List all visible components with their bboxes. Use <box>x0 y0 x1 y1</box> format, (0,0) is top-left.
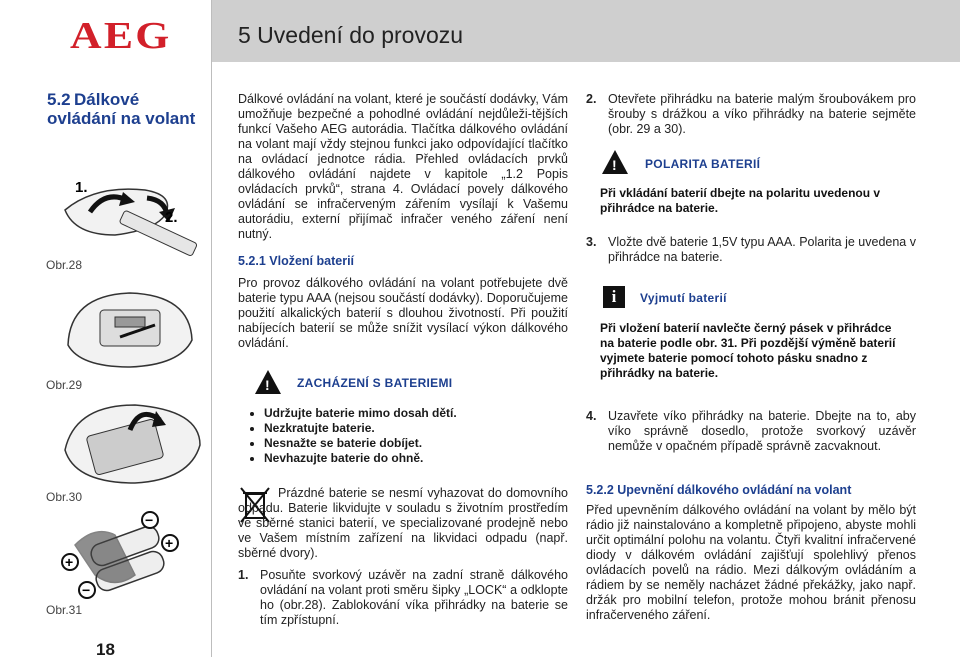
list-item: • Udržujte baterie mimo dosah dětí. <box>264 406 574 421</box>
polarity-text: Při vkládání baterií dbejte na polaritu uvedenou v přihrádce na baterie. <box>600 186 881 215</box>
disposal-text: Prázdné baterie se nesmí vyhazovat do domovního odpadu. Baterie likvidujte v souladu s životním prostředím ve sběrné stanici baterií, ve specializované prodejně nebo ve Vašem místním zařízení na likvidaci odpadu (např. sběrné dvory). <box>238 486 568 560</box>
figure-step-2-label: 2. <box>165 209 178 226</box>
figure-30-label: Obr.30 <box>46 490 83 504</box>
list-item: • Nesnažte se baterie dobíjet. <box>264 436 574 451</box>
page-number: 18 <box>96 640 115 659</box>
figure-31 <box>55 505 205 610</box>
step-1-text: Posuňte svorkový uzávěr na zadní straně dálkového ovládání na volant proti směru šipky „LOCK“ a odklopte ho (obr.28). Zablokování víka přihrádky na baterie se tím zpřístupní. <box>260 568 568 627</box>
figure-30 <box>60 395 205 490</box>
section-number: 5.2 <box>47 90 71 109</box>
step-4-text: Uzavřete víko přihrádky na baterie. Dbejte na to, aby víko správně dosedlo, protože svorkový uzávěr nemůže v opačném případě správně zacvaknout. <box>608 409 916 453</box>
figure-28-label: Obr.28 <box>46 258 83 272</box>
subsection-5-2-1-title: 5.2.1 Vložení baterií <box>238 254 355 268</box>
section-heading <box>47 90 197 128</box>
plus-label-2: + <box>165 535 174 551</box>
step-2-number: 2. <box>586 92 597 106</box>
step-2-text: Otevřete přihrádku na baterie malým šroubovákem pro šrouby s drážkou a víko přihrádky na baterie sejměte (obr. 29 a 30). <box>608 92 916 136</box>
info-icon: i <box>603 286 625 308</box>
polarity-warning-icon <box>602 150 628 174</box>
column-divider <box>211 0 212 657</box>
step-2 <box>586 92 916 137</box>
section-title: Dálkové ovládání na volant <box>47 90 196 128</box>
subsection-5-2-1-text: Pro provoz dálkového ovládání na volant potřebujete dvě baterie typu AAA (nejsou součástí dodávky). Doporučujeme použití alkalických baterií s dlouhou životností. Při použití nabíjecích baterií se může snížit vysílací výkon dálkového ovládání. <box>238 276 568 350</box>
step-1 <box>238 568 568 628</box>
subsection-5-2-2-title: 5.2.2 Upevnění dálkového ovládání na volant <box>586 483 852 497</box>
warning-title: ZACHÁZENÍ S BATERIEMI <box>297 376 453 390</box>
step-4-number: 4. <box>586 409 597 423</box>
battery-warning-list <box>250 406 574 466</box>
figure-28 <box>55 170 205 260</box>
minus-label-2: − <box>145 512 154 528</box>
chapter-title: 5 Uvedení do provozu <box>238 22 464 48</box>
step-3-text: Vložte dvě baterie 1,5V typu AAA. Polarita je uvedena v přihrádce na baterie. <box>608 235 916 264</box>
polarity-title: POLARITA BATERIÍ <box>645 157 761 171</box>
intro-paragraph: Dálkové ovládání na volant, které je součástí dodávky, Vám umožňuje bezpečné a pohodlné ovládání nejdůleži-tějších funkcí Vašeho AEG autorádia. Tlačítka dálkového ovládání na volant mají vždy stejnou funkci jako odpovídající tlačítko na ovládací jednotce rádia. Přehled ovládacích prvků dálkového ovládání najdete v kapitole „1.2 Popis ovládacích prvků“, strana 4. Ovládací povely dálkového ovládání se infračerveným zářením vysílají k Vašemu autorádiu, externí přijímač infračer veného záření není nutný. <box>238 92 568 241</box>
warning-icon <box>255 370 281 394</box>
figure-29-label: Obr.29 <box>46 378 83 392</box>
subsection-5-2-2-text: Před upevněním dálkového ovládání na volant by mělo být rádio již nainstalováno a kompletně připojeno, abyste mohli určit optimální polohu na volantu. Čtyři kvalitní infračervené diody v dálkovém ovládání zajišťují spolehlivý přenos ovládacích povelů na rádio. Mezi dálkovým ovládáním a rádiem by se neměly nacházet žádné překážky, jako např. držák pro mobilní telefon, protože mohou bránit přenosu infračerveného záření. <box>586 503 916 622</box>
minus-label-1: − <box>82 582 91 598</box>
step-4 <box>586 409 916 454</box>
figure-29 <box>60 285 200 375</box>
plus-label-1: + <box>65 554 74 570</box>
figure-step-1-label: 1. <box>75 179 88 196</box>
figure-31-label: Obr.31 <box>46 603 83 617</box>
step-3 <box>586 235 916 265</box>
info-title: Vyjmutí baterií <box>640 291 727 305</box>
warning-mark: ! <box>265 377 270 393</box>
step-3-number: 3. <box>586 235 597 249</box>
info-text: Při vložení baterií navlečte černý pásek v přihrádce na baterie podle obr. 31. Při pozdější výměně baterií vyjmete baterie pomocí tohoto pásku snadno z přihrádky na baterie. <box>600 321 896 380</box>
polarity-warning-mark: ! <box>612 157 617 173</box>
list-item: • Nevhazujte baterie do ohně. <box>264 451 574 466</box>
list-item: • Nezkratujte baterie. <box>264 421 574 436</box>
step-1-number: 1. <box>238 568 249 582</box>
aeg-logo: AEG <box>70 15 172 57</box>
